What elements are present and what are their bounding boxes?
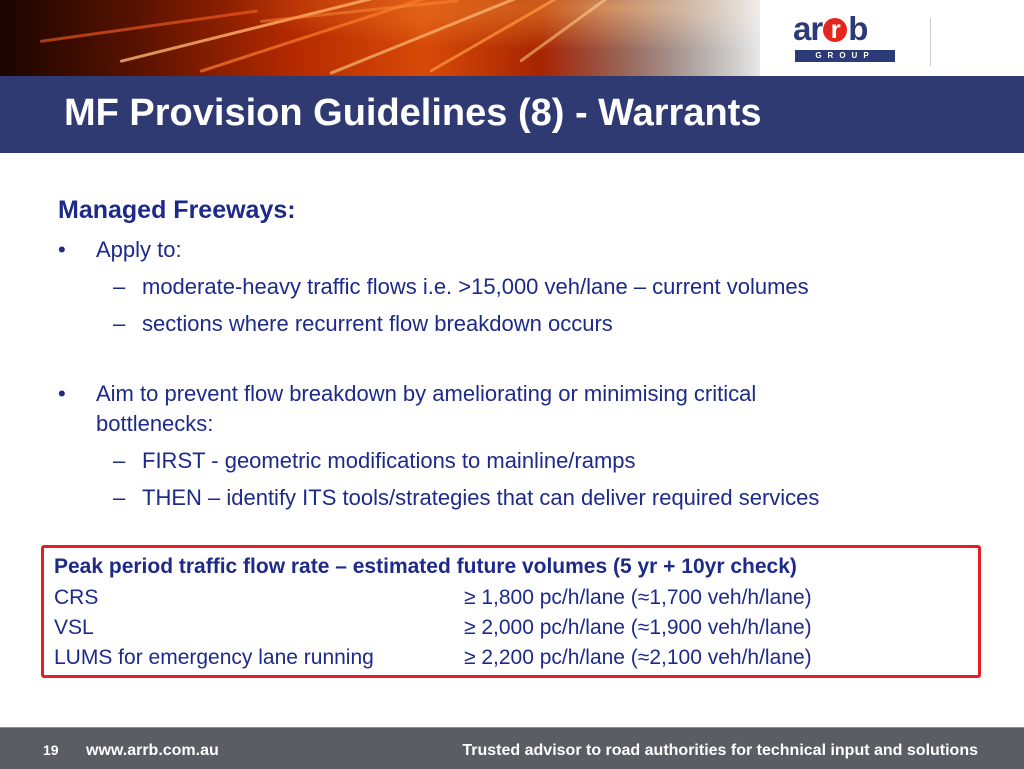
warrant-value-lums: ≥ 2,200 pc/h/lane (≈2,100 veh/h/lane)	[464, 646, 812, 669]
logo-r-circle: r	[823, 18, 847, 42]
warrants-heading: Peak period traffic flow rate – estimated future volumes (5 yr + 10yr check)	[54, 555, 797, 578]
warrant-label-vsl: VSL	[54, 616, 94, 639]
dash-marker: –	[113, 485, 126, 510]
dash-marker: –	[113, 311, 126, 336]
subitem-recurrent-breakdown: sections where recurrent flow breakdown occurs	[142, 311, 613, 336]
dash-marker: –	[113, 448, 126, 473]
warrant-value-vsl: ≥ 2,000 pc/h/lane (≈1,900 veh/h/lane)	[464, 616, 812, 639]
slide-title: MF Provision Guidelines (8) - Warrants	[64, 92, 762, 134]
warrant-label-lums: LUMS for emergency lane running	[54, 646, 374, 669]
warrant-value-crs: ≥ 1,800 pc/h/lane (≈1,700 veh/h/lane)	[464, 586, 812, 609]
footer-url-link[interactable]: www.arrb.com.au	[86, 742, 219, 759]
dash-marker: –	[113, 274, 126, 299]
bullet-marker: •	[58, 381, 66, 406]
logo-wordmark: ar r b	[793, 10, 868, 47]
subitem-traffic-flows: moderate-heavy traffic flows i.e. >15,000 veh/lane – current volumes	[142, 274, 809, 299]
warrant-label-crs: CRS	[54, 586, 99, 609]
section-heading: Managed Freeways:	[58, 196, 296, 224]
warrants-box	[41, 545, 981, 678]
bullet-aim-line2: bottlenecks:	[96, 411, 214, 436]
footer-tagline: Trusted advisor to road authorities for technical input and solutions	[462, 742, 978, 759]
subitem-geometric-modifications: FIRST - geometric modifications to mainline/ramps	[142, 448, 636, 473]
bullet-apply-to: Apply to:	[96, 237, 182, 262]
footer-bar	[0, 727, 1024, 769]
logo-group-bar: GROUP	[795, 50, 895, 62]
bullet-marker: •	[58, 237, 66, 262]
subitem-its-tools: THEN – identify ITS tools/strategies that can deliver required services	[142, 485, 820, 510]
page-number: 19	[43, 742, 59, 758]
bullet-aim-line1: Aim to prevent flow breakdown by ameliorating or minimising critical	[96, 381, 757, 406]
